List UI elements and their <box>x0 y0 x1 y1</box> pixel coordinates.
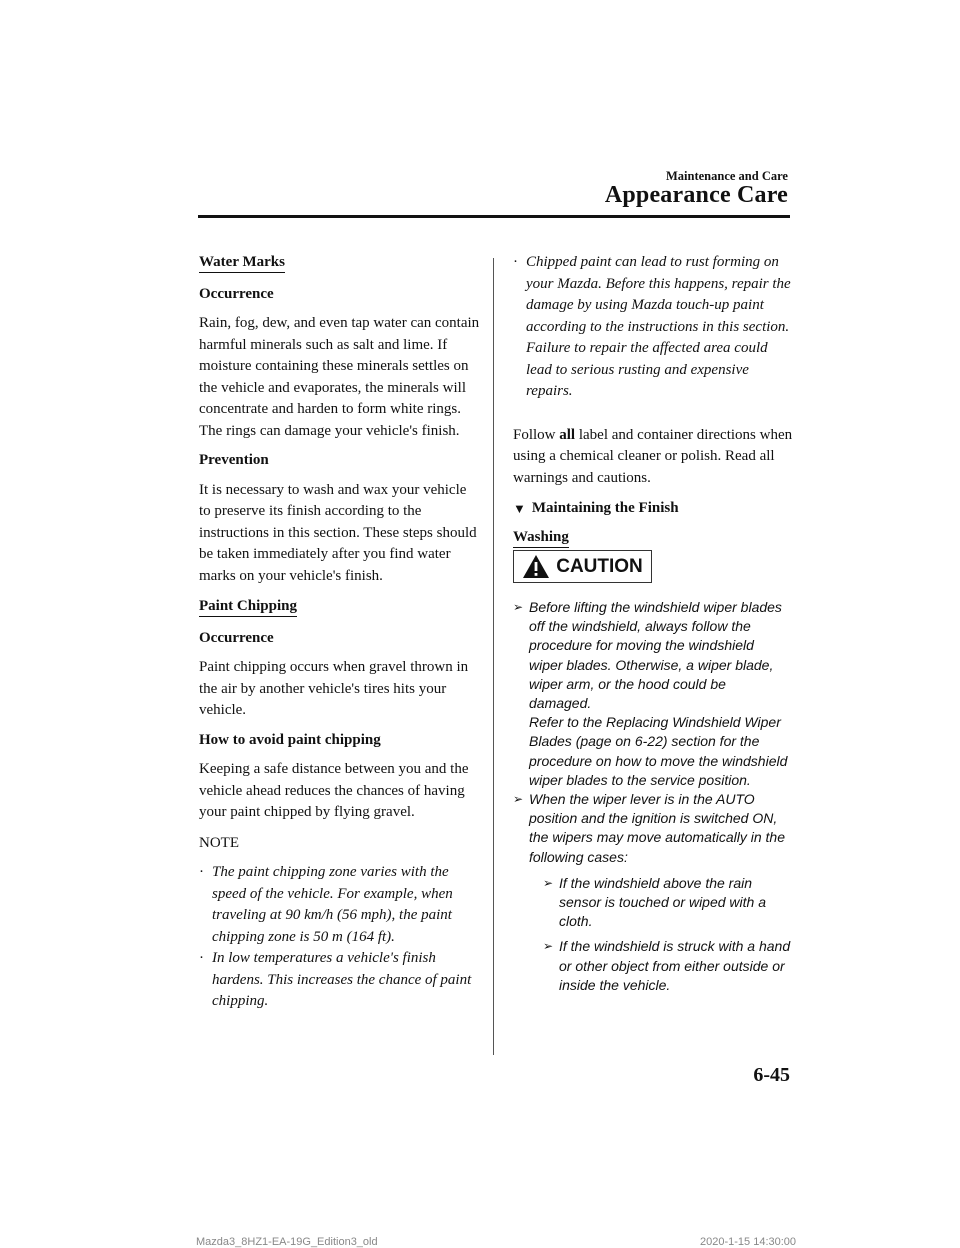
arrow-right-icon: ➢ <box>543 939 554 954</box>
water-prevention-label: Prevention <box>199 452 269 468</box>
water-prevention-text: It is necessary to wash and wax your vehicle to preserve its finish according to the instructions in this section. These steps should be taken immediately after you find water marks on your vehicle's finish. <box>199 481 477 584</box>
note-label: NOTE <box>199 834 239 851</box>
arrow-right-icon: ➢ <box>543 875 554 890</box>
running-header-chapter: Appearance Care <box>604 182 788 208</box>
triangle-down-icon: ▼ <box>513 501 526 516</box>
list-item: · The paint chipping zone varies with the speed of the vehicle. For example, when traveling at 90 km/h (56 mph), the paint chipping zone is 50 m (164 ft). <box>199 864 453 945</box>
caution-text: If the windshield is struck with a hand or other object from either outside or inside the vehicle. <box>559 938 791 993</box>
caution-badge <box>513 550 652 583</box>
caution-sublist <box>529 874 791 995</box>
footer-timestamp: 2020-1-15 14:30:00 <box>700 1236 797 1248</box>
caution-text: Before lifting the windshield wiper blades off the windshield, always follow the procedure for moving the windshield wiper blades. Otherwise, a wiper blade, wiper arm, or the hood could be damaged. <box>529 599 782 712</box>
note-text: The paint chipping zone varies with the speed of the vehicle. For example, when traveling at 90 km/h (56 mph), the paint chipping zone is 50 m (164 ft). <box>212 864 453 945</box>
chip-avoid-text: Keeping a safe distance between you and the vehicle ahead reduces the chances of having your paint chipped by flying gravel. <box>199 761 469 820</box>
note-text: In low temperatures a vehicle's finish hardens. This increases the chance of paint chipping. <box>212 950 472 1009</box>
water-marks-heading: Water Marks <box>199 253 285 273</box>
list-item: · In low temperatures a vehicle's finish hardens. This increases the chance of paint chipping. <box>199 950 472 1009</box>
follow-bold: all <box>559 426 576 443</box>
maintaining-heading <box>513 498 793 520</box>
arrow-right-icon: ➢ <box>513 792 524 807</box>
page-number: 6-45 <box>753 1064 790 1086</box>
list-item <box>513 598 791 790</box>
washing-heading: Washing <box>513 528 569 548</box>
arrow-right-icon: ➢ <box>513 600 524 614</box>
caution-text: Refer to the Replacing Windshield Wiper Blades (page on 6-22) section for the procedure on how to move the windshield wiper blades to the service position. <box>529 714 788 788</box>
paint-chipping-heading: Paint Chipping <box>199 597 297 617</box>
chipped-note-list <box>499 252 793 403</box>
water-occurrence-label: Occurrence <box>199 285 274 302</box>
list-item <box>513 790 791 995</box>
chip-occurrence-text: Paint chipping occurs when gravel thrown in the air by another vehicle's tires hits your vehicle. <box>199 659 469 718</box>
chip-occurrence-label: Occurrence <box>199 629 274 646</box>
note-text: Chipped paint can lead to rust forming on your Mazda. Before this happens, repair the damage by using Mazda touch-up paint according to the instructions in this section. Failure to repair the affected area could lead to serious rusting and expensive repairs. <box>526 254 791 399</box>
list-item <box>543 937 791 995</box>
caution-text: If the windshield above the rain sensor is touched or wiped with a cloth. <box>559 874 766 930</box>
follow-pre: Follow <box>513 426 560 443</box>
chip-avoid-label: How to avoid paint chipping <box>199 731 381 748</box>
follow-post: label and container directions when using a chemical cleaner or polish. Read all warnings and cautions. <box>513 426 793 486</box>
warning-icon <box>522 554 550 579</box>
water-occurrence-text: Rain, fog, dew, and even tap water can contain harmful minerals such as salt and lime. If moisture containing these minerals settles on the vehicle and evaporates, the minerals will concentrate and harden to form white rings. The rings can damage your vehicle's finish. <box>199 315 480 439</box>
footer-doc-id: Mazda3_8HZ1-EA-19G_Edition3_old <box>196 1236 378 1248</box>
note-list <box>185 862 480 1013</box>
list-item <box>543 874 791 932</box>
caution-text: When the wiper lever is in the AUTO position and the ignition is switched ON, the wipers may move automatically in the following cases: <box>529 791 785 865</box>
right-column <box>513 252 793 548</box>
column-divider <box>493 258 494 1055</box>
maintaining-title: Maintaining the Finish <box>531 500 679 516</box>
follow-directions-text <box>513 425 793 490</box>
header-rule <box>198 215 790 218</box>
caution-list <box>513 598 791 995</box>
list-item: · Chipped paint can lead to rust forming on your Mazda. Before this happens, repair the damage by using Mazda touch-up paint according to the instructions in this section. Failure to repair the affected area could lead to serious rusting and expensive repairs. <box>513 254 791 399</box>
left-column <box>185 252 480 1013</box>
running-header-section: Maintenance and Care <box>666 169 788 183</box>
caution-label: CAUTION <box>556 555 643 577</box>
caution-content <box>513 598 791 1001</box>
